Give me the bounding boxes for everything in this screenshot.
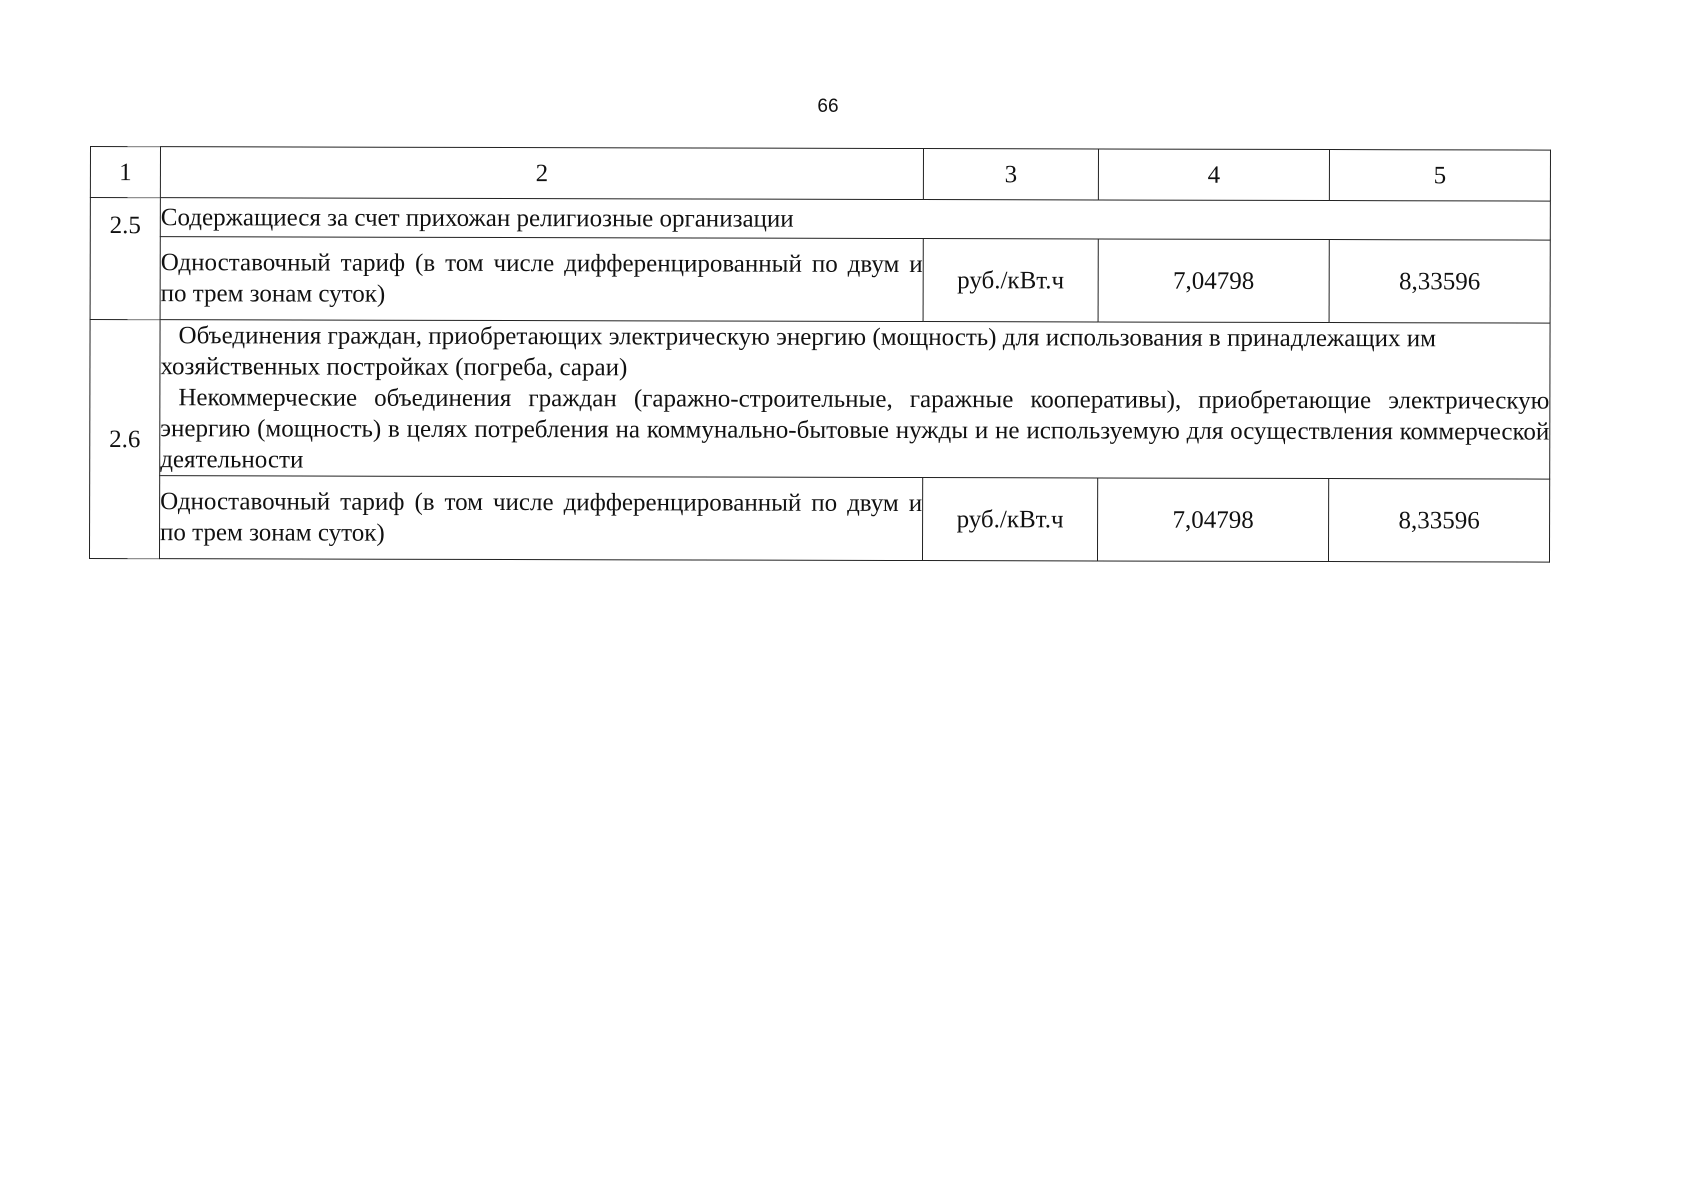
table-header-row [90, 147, 1550, 202]
header-col-2: 2 [160, 147, 923, 200]
table-row [90, 320, 1550, 480]
category-paragraph: Объединения граждан, приобретающих электрическую энергию (мощность) для использования в принадлежащих им хозяйственных постройках (погреба, сараи) [160, 322, 1436, 382]
category-title: Содержащиеся за счет прихожан религиозные организации [160, 198, 1550, 240]
tariff-value-col4: 7,04798 [1097, 478, 1328, 562]
header-col-3: 3 [923, 149, 1098, 200]
tariff-unit: руб./кВт.ч [923, 239, 1098, 322]
tariff-unit: руб./кВт.ч [922, 478, 1097, 561]
row-number: 2.5 [90, 198, 160, 320]
category-paragraph: Некоммерческие объединения граждан (гаражно-строительные, гаражные кооперативы), приобретающие электрическую энергию (мощность) в целях потребления на коммунально-бытовые нужды и не используемую для осуществления коммерческой деятельности [160, 384, 1550, 474]
header-col-1: 1 [90, 147, 160, 198]
tariff-name: Одноставочный тариф (в том числе дифференцированный по двум и по трем зонам суток) [159, 476, 922, 561]
header-col-4: 4 [1098, 149, 1329, 201]
tariff-name: Одноставочный тариф (в том числе дифференцированный по двум и по трем зонам суток) [160, 237, 923, 322]
table-row [89, 476, 1549, 563]
table-row [90, 237, 1550, 324]
tariff-value-col5: 8,33596 [1329, 240, 1550, 324]
tariff-value-col4: 7,04798 [1098, 239, 1329, 323]
header-col-5: 5 [1329, 150, 1550, 202]
row-number: 2.6 [89, 320, 160, 559]
page-number: 66 [817, 96, 839, 117]
table-row [90, 198, 1550, 241]
tariff-table [89, 146, 1551, 563]
tariff-value-col5: 8,33596 [1328, 479, 1549, 563]
category-title [160, 320, 1550, 479]
